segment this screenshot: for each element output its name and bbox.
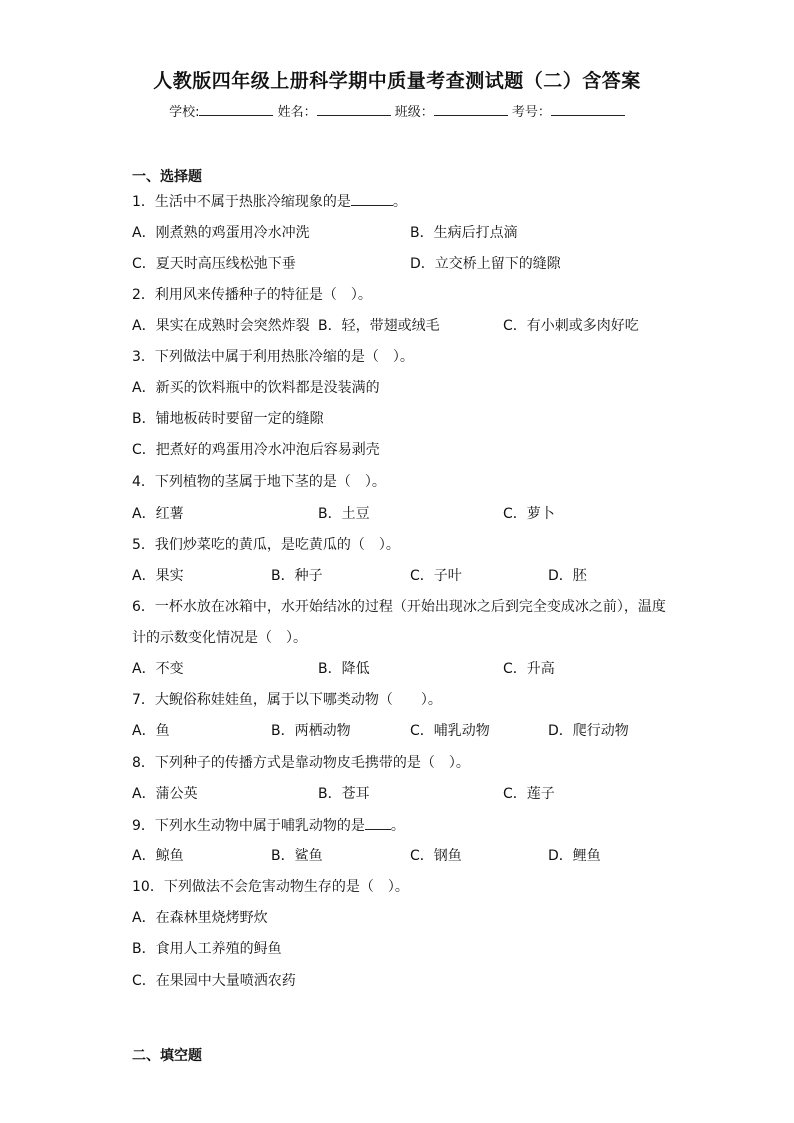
option-b: B．鲨鱼 xyxy=(271,848,323,864)
exam-no-blank[interactable] xyxy=(551,103,625,116)
option-c: C．把煮好的鸡蛋用冷水冲泡后容易剥壳 xyxy=(132,442,380,458)
option-d: D．爬行动物 xyxy=(548,723,629,739)
option-c: C．升高 xyxy=(503,661,555,677)
question-7-stem: 7．大鲵俗称娃娃鱼，属于以下哪类动物（ ）。 xyxy=(132,692,442,708)
question-9-stem xyxy=(132,816,405,835)
section-heading-choice: 一、选择题 xyxy=(132,169,202,185)
question-6-stem-line-1: 6．一杯水放在冰箱中，水开始结冰的过程（开始出现冰之后到完全变成冰之前），温度 xyxy=(132,599,666,615)
question-2-stem: 2．利用风来传播种子的特征是（ ）。 xyxy=(132,287,372,303)
option-b: B．两栖动物 xyxy=(271,723,351,739)
option-a: A．蒲公英 xyxy=(132,786,198,802)
question-8-stem: 8．下列种子的传播方式是靠动物皮毛携带的是（ ）。 xyxy=(132,755,470,771)
option-a: A．红薯 xyxy=(132,506,184,522)
option-a: A．果实在成熟时会突然炸裂 xyxy=(132,318,310,334)
option-c: C．有小刺或多肉好吃 xyxy=(503,318,639,334)
option-c: C．在果园中大量喷洒农药 xyxy=(132,973,296,989)
answer-blank[interactable] xyxy=(351,192,393,206)
option-b: B．轻，带翅或绒毛 xyxy=(318,318,440,334)
class-label: 班级： xyxy=(394,105,434,120)
option-b: B．土豆 xyxy=(318,506,370,522)
option-b: B．种子 xyxy=(271,568,323,584)
answer-blank[interactable] xyxy=(365,816,391,830)
name-blank[interactable] xyxy=(317,103,391,116)
question-10-stem: 10．下列做法不会危害动物生存的是（ ）。 xyxy=(132,879,409,895)
option-b: B．苍耳 xyxy=(318,786,370,802)
option-b: B．铺地板砖时要留一定的缝隙 xyxy=(132,411,324,427)
question-1-stem xyxy=(132,192,407,211)
page-title: 人教版四年级上册科学期中质量考查测试题（二）含答案 xyxy=(153,70,641,92)
question-1-text: 1．生活中不属于热胀冷缩现象的是 xyxy=(132,194,351,210)
question-1-end: 。 xyxy=(392,194,407,210)
option-a: A．刚煮熟的鸡蛋用冷水冲洗 xyxy=(132,225,310,241)
exam-no-label: 考号： xyxy=(511,105,551,120)
option-a: A．鲸鱼 xyxy=(132,848,184,864)
option-a: A．鱼 xyxy=(132,723,170,739)
section-heading-fill-in: 二、填空题 xyxy=(132,1048,202,1064)
question-9-text: 9．下列水生动物中属于哺乳动物的是 xyxy=(132,818,365,834)
option-d: D．胚 xyxy=(548,568,587,584)
class-blank[interactable] xyxy=(434,103,508,116)
question-4-stem: 4．下列植物的茎属于地下茎的是（ ）。 xyxy=(132,474,386,490)
option-b: B．生病后打点滴 xyxy=(410,225,518,241)
option-c: C．夏天时高压线松弛下垂 xyxy=(132,256,296,272)
option-c: C．子叶 xyxy=(410,568,462,584)
question-3-stem: 3．下列做法中属于利用热胀冷缩的是（ ）。 xyxy=(132,349,414,365)
name-label: 姓名： xyxy=(277,105,317,120)
option-a: A．新买的饮料瓶中的饮料都是没装满的 xyxy=(132,380,380,396)
option-d: D．鲤鱼 xyxy=(548,848,601,864)
question-9-end: 。 xyxy=(390,818,405,834)
option-c: C．莲子 xyxy=(503,786,555,802)
question-5-stem: 5．我们炒菜吃的黄瓜，是吃黄瓜的（ ）。 xyxy=(132,537,400,553)
school-label: 学校: xyxy=(169,105,200,120)
option-c: C．哺乳动物 xyxy=(410,723,490,739)
option-a: A．果实 xyxy=(132,568,184,584)
question-6-stem-line-2: 计的示数变化情况是（ ）。 xyxy=(132,630,307,646)
option-d: D．立交桥上留下的缝隙 xyxy=(410,256,561,272)
option-b: B．食用人工养殖的鲟鱼 xyxy=(132,941,282,957)
option-a: A．不变 xyxy=(132,661,184,677)
option-b: B．降低 xyxy=(318,661,370,677)
option-c: C．萝卜 xyxy=(503,506,555,522)
option-c: C．钢鱼 xyxy=(410,848,462,864)
option-a: A．在森林里烧烤野炊 xyxy=(132,910,268,926)
student-info-line xyxy=(0,101,794,120)
school-blank[interactable] xyxy=(199,103,273,116)
